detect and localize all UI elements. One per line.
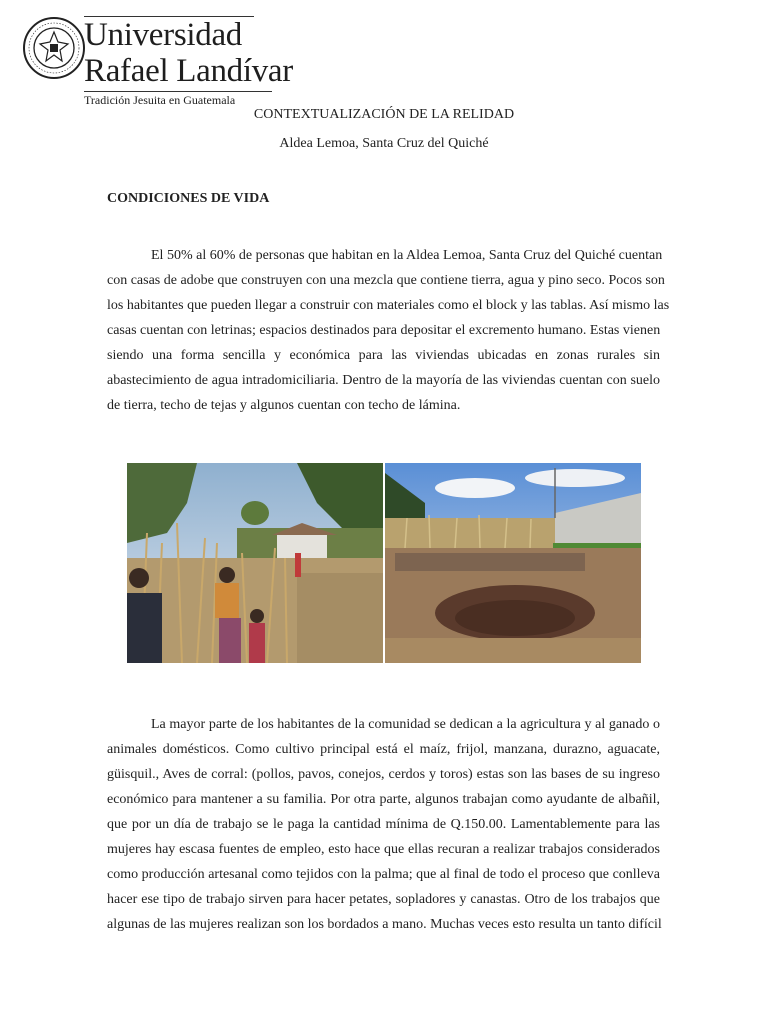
paragraph-line: económico para mantener a su familia. Por otra parte, algunos trabajan como ayudante de albañil, <box>107 792 660 807</box>
paragraph-line: abastecimiento de agua intradomiciliaria. Dentro de la mayoría de las viviendas cuentan con suelo <box>107 373 660 388</box>
community-photos <box>127 463 641 663</box>
paragraph-economy <box>107 712 660 937</box>
document-title: CONTEXTUALIZACIÓN DE LA RELIDAD <box>253 107 515 122</box>
university-name-line2: Rafael Landívar <box>84 53 293 89</box>
paragraph-line: los habitantes que pueden llegar a construir con materiales como el block y las tablas. Así mismo las <box>107 298 670 313</box>
photo-land-plot <box>385 463 641 663</box>
paragraph-line: La mayor parte de los habitantes de la comunidad se dedican a la agricultura y al ganado o <box>151 717 660 732</box>
paragraph-line: animales domésticos. Como cultivo principal está el maíz, frijol, manzana, durazno, aguacate, <box>107 742 660 757</box>
university-name-line1: Universidad <box>84 17 242 53</box>
paragraph-line: algunas de las mujeres realizan son los bordados a mano. Muchas veces esto resulta un tanto difícil <box>107 917 662 932</box>
paragraph-line: con casas de adobe que construyen con una mezcla que contiene tierra, agua y pino seco. Pocos son <box>107 273 665 288</box>
university-seal-icon <box>22 16 86 80</box>
paragraph-line: güisquil., Aves de corral: (pollos, pavos, conejos, cerdos y toros) estas son las bases de su ingreso <box>107 767 660 782</box>
paragraph-line: hacer ese tipo de trabajo sirven para hacer petates, sopladores y canastas. Otro de los trabajos que <box>107 892 660 907</box>
paragraph-line: de tierra, techo de tejas y algunos cuentan con techo de lámina. <box>107 398 461 413</box>
logo-rule-bottom <box>84 91 272 92</box>
paragraph-line: casas cuentan con letrinas; espacios destinados para depositar el excremento humano. Estas vienen <box>107 323 661 338</box>
paragraph-line: que por un día de trabajo se le paga la cantidad mínima de Q.150.00. Lamentablemente para las <box>107 817 660 832</box>
paragraph-line: El 50% al 60% de personas que habitan en la Aldea Lemoa, Santa Cruz del Quiché cuentan <box>151 248 663 263</box>
document-subtitle: Aldea Lemoa, Santa Cruz del Quiché <box>279 136 489 151</box>
photo-cornfield-family <box>127 463 383 663</box>
paragraph-living-conditions <box>107 243 670 418</box>
section-heading: CONDICIONES DE VIDA <box>107 191 270 206</box>
university-tagline: Tradición Jesuita en Guatemala <box>84 93 236 107</box>
paragraph-line: como producción artesanal como tejidos con la palma; que al final de todo el proceso que conlleva <box>107 867 660 882</box>
university-logo <box>22 14 293 110</box>
paragraph-line: mujeres hay escasa fuentes de empleo, esto hace que ellas recuran a realizar trabajos considerados <box>107 842 660 857</box>
paragraph-line: siendo una forma sencilla y económica para las viviendas ubicadas en zonas rurales sin <box>107 348 660 363</box>
